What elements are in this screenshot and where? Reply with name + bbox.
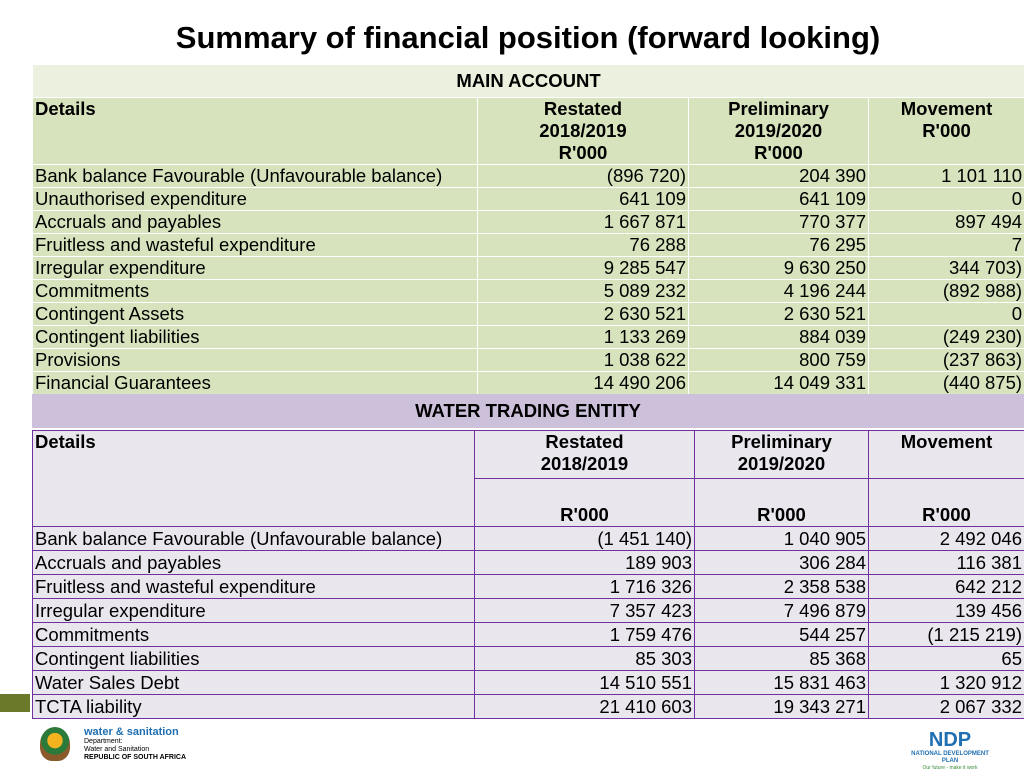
restated-value: 5 089 232 [478,280,689,303]
row-label: Fruitless and wasteful expenditure [33,234,478,257]
row-label: Commitments [33,280,478,303]
table-row [33,280,1024,303]
movement-value: 139 456 [869,599,1024,623]
row-label: Contingent Assets [33,303,478,326]
preliminary-value: 544 257 [695,623,869,647]
movement-value: 0 [869,188,1024,211]
movement-value: 7 [869,234,1024,257]
restated-value: 2 630 521 [478,303,689,326]
preliminary-value: 15 831 463 [695,671,869,695]
table-row [33,257,1024,280]
preliminary-value: 884 039 [689,326,869,349]
preliminary-value: 76 295 [689,234,869,257]
preliminary-value: 14 049 331 [689,372,869,395]
main-account-table [32,64,1024,395]
restated-value: 1 038 622 [478,349,689,372]
row-label: Accruals and payables [33,211,478,234]
restated-value: 21 410 603 [475,695,695,719]
row-label: TCTA liability [33,695,475,719]
department-brand: water & sanitation [84,727,186,738]
table-row [33,211,1024,234]
table-row [33,575,1024,599]
preliminary-value: 204 390 [689,165,869,188]
movement-value: (892 988) [869,280,1024,303]
ndp-mark: NDP [910,729,990,751]
department-line: REPUBLIC OF SOUTH AFRICA [84,754,186,762]
preliminary-value: 2 630 521 [689,303,869,326]
movement-value: (440 875) [869,372,1024,395]
row-label: Bank balance Favourable (Unfavourable balance) [33,165,478,188]
movement-value: 1 101 110 [869,165,1024,188]
restated-value: (1 451 140) [475,527,695,551]
table-row [33,372,1024,395]
movement-value: (237 863) [869,349,1024,372]
preliminary-value: 9 630 250 [689,257,869,280]
row-label: Contingent liabilities [33,326,478,349]
row-label: Bank balance Favourable (Unfavourable balance) [33,527,475,551]
table-row [33,695,1024,719]
restated-value: 641 109 [478,188,689,211]
department-line: Department: [84,738,186,746]
ndp-tagline: Our future - make it work [910,765,990,771]
movement-value: 642 212 [869,575,1024,599]
preliminary-value: 1 040 905 [695,527,869,551]
restated-value: 76 288 [478,234,689,257]
preliminary-value: 85 368 [695,647,869,671]
restated-value: 189 903 [475,551,695,575]
table-row [33,623,1024,647]
restated-value: 9 285 547 [478,257,689,280]
restated-header: Restated 2018/2019 R'000 [478,98,689,165]
preliminary-header: Preliminary 2019/2020 [695,431,869,479]
restated-value: 1 759 476 [475,623,695,647]
movement-value: (1 215 219) [869,623,1024,647]
restated-value: 7 357 423 [475,599,695,623]
row-label: Contingent liabilities [33,647,475,671]
water-trading-heading: WATER TRADING ENTITY [32,394,1024,428]
table-row [33,527,1024,551]
movement-unit: R'000 [869,479,1024,527]
movement-value: 2 067 332 [869,695,1024,719]
preliminary-value: 4 196 244 [689,280,869,303]
row-label: Commitments [33,623,475,647]
page-title: Summary of financial position (forward looking) [0,20,1024,56]
table-row [33,647,1024,671]
restated-unit: R'000 [475,479,695,527]
main-account-heading: MAIN ACCOUNT [33,65,1024,98]
restated-value: 1 716 326 [475,575,695,599]
movement-value: 116 381 [869,551,1024,575]
movement-value: 1 320 912 [869,671,1024,695]
department-logo [40,727,186,762]
preliminary-unit: R'000 [695,479,869,527]
preliminary-value: 2 358 538 [695,575,869,599]
table-row [33,349,1024,372]
movement-value: 0 [869,303,1024,326]
details-header: Details [33,98,478,165]
restated-value: 85 303 [475,647,695,671]
restated-value: 14 510 551 [475,671,695,695]
row-label: Fruitless and wasteful expenditure [33,575,475,599]
restated-value: 1 133 269 [478,326,689,349]
restated-header: Restated 2018/2019 [475,431,695,479]
restated-value: (896 720) [478,165,689,188]
row-label: Irregular expenditure [33,599,475,623]
row-label: Provisions [33,349,478,372]
table-row [33,165,1024,188]
table-row [33,188,1024,211]
movement-header: Movement [869,431,1024,479]
water-trading-table [32,430,1024,719]
row-label: Unauthorised expenditure [33,188,478,211]
table-row [33,599,1024,623]
table-row [33,234,1024,257]
movement-header: Movement R'000 [869,98,1024,165]
preliminary-header: Preliminary 2019/2020 R'000 [689,98,869,165]
movement-value: 897 494 [869,211,1024,234]
details-header: Details [33,431,475,527]
movement-value: 2 492 046 [869,527,1024,551]
preliminary-value: 770 377 [689,211,869,234]
row-label: Water Sales Debt [33,671,475,695]
ndp-plan: NATIONAL DEVELOPMENT PLAN [910,751,990,765]
preliminary-value: 306 284 [695,551,869,575]
movement-value: (249 230) [869,326,1024,349]
movement-value: 344 703) [869,257,1024,280]
table-row [33,671,1024,695]
table-row [33,551,1024,575]
table-row [33,326,1024,349]
preliminary-value: 800 759 [689,349,869,372]
preliminary-value: 7 496 879 [695,599,869,623]
preliminary-value: 19 343 271 [695,695,869,719]
preliminary-value: 641 109 [689,188,869,211]
department-line: Water and Sanitation [84,746,186,754]
green-accent-strip [0,694,30,712]
row-label: Irregular expenditure [33,257,478,280]
ndp-logo [910,729,990,771]
row-label: Financial Guarantees [33,372,478,395]
restated-value: 14 490 206 [478,372,689,395]
movement-value: 65 [869,647,1024,671]
coat-of-arms-icon [40,727,70,761]
restated-value: 1 667 871 [478,211,689,234]
table-row [33,303,1024,326]
row-label: Accruals and payables [33,551,475,575]
